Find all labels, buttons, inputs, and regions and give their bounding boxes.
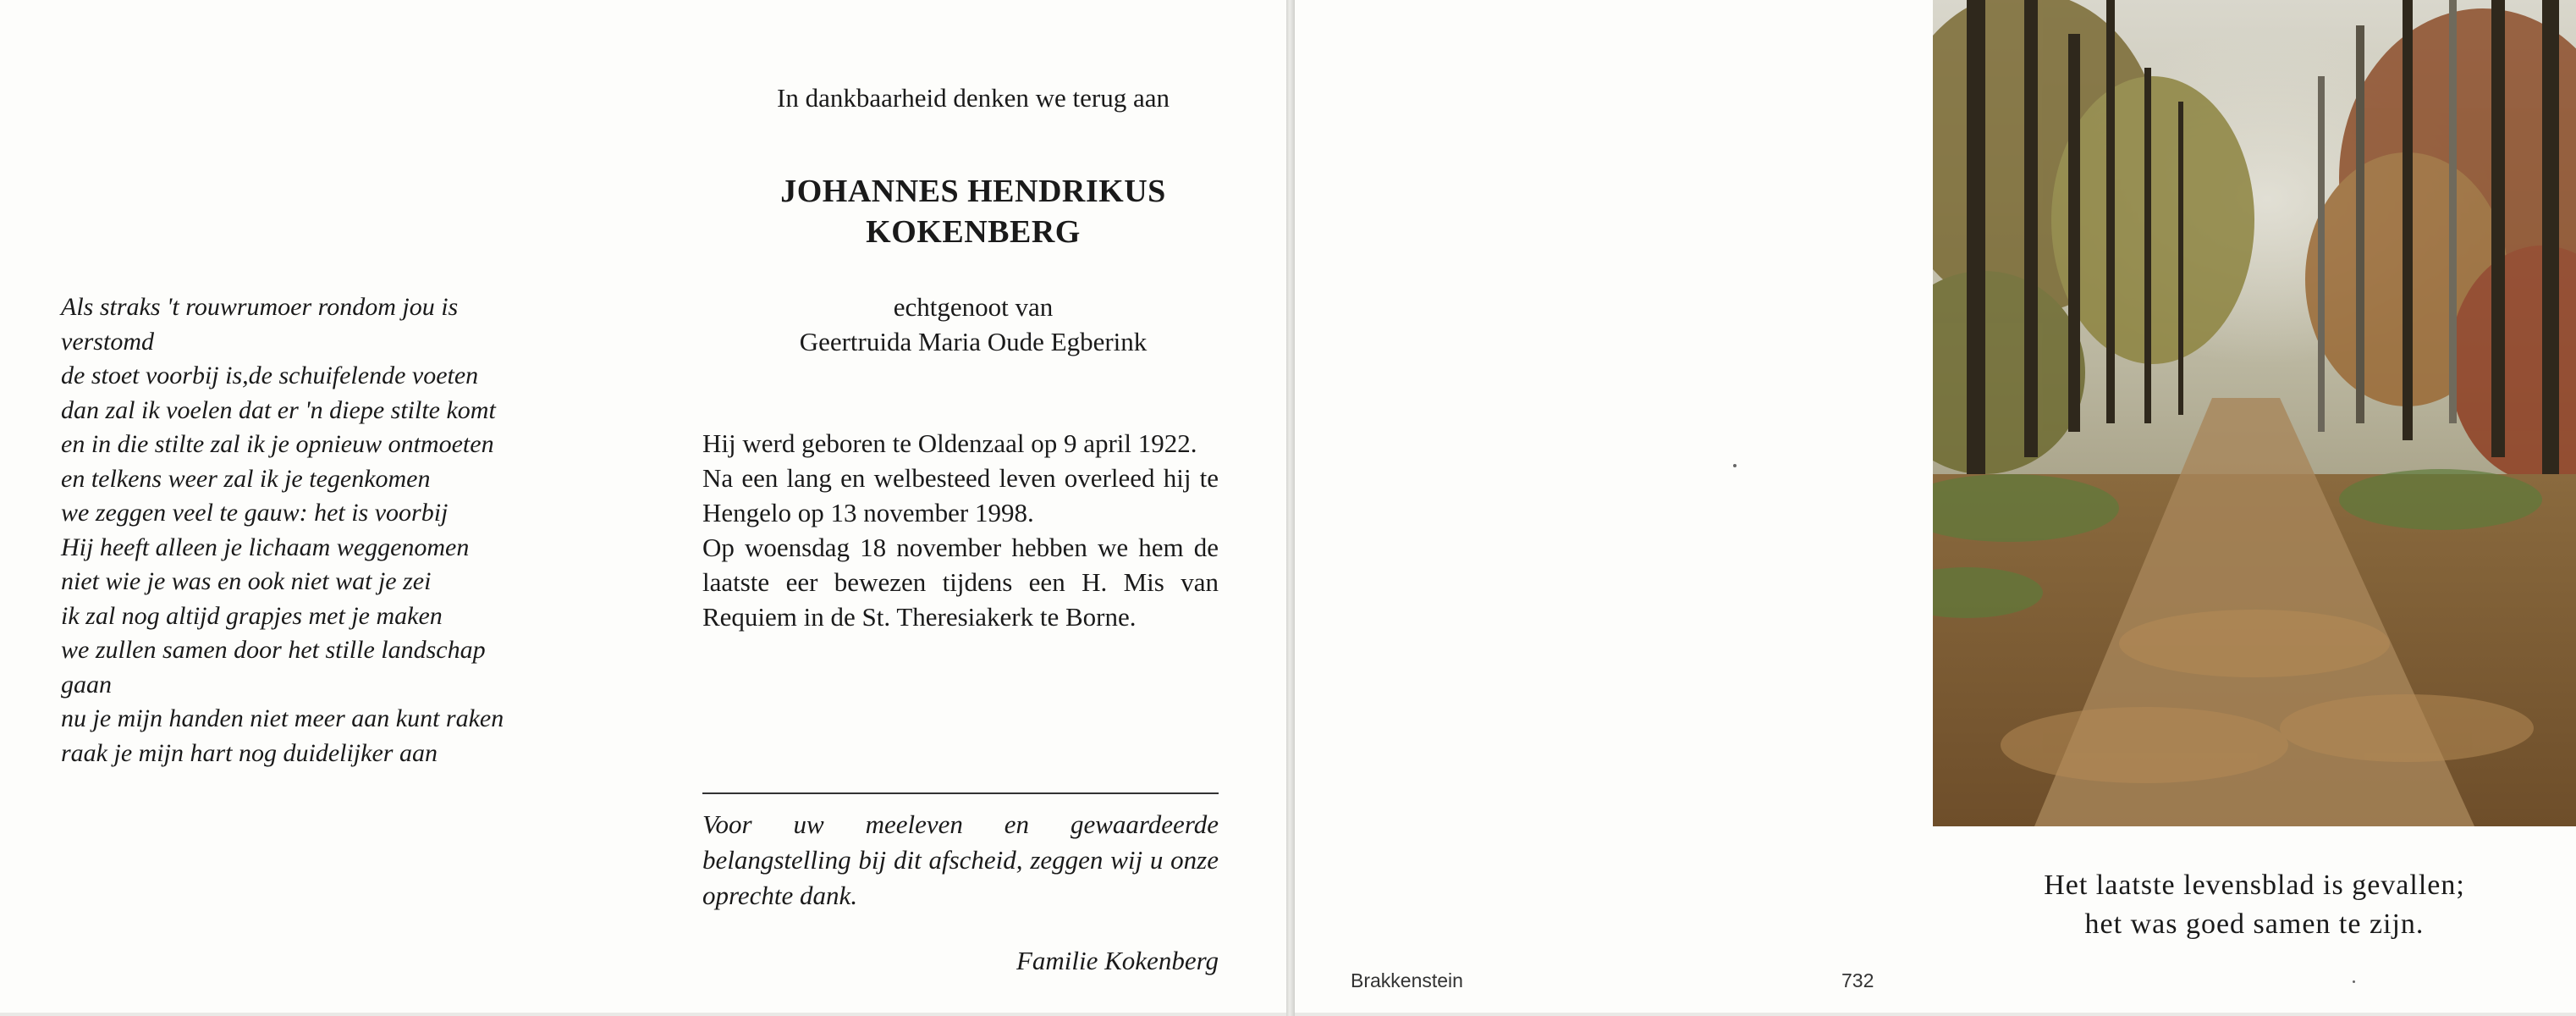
- poem-line: en in die stilte zal ik je opnieuw ontmoeten: [61, 430, 494, 458]
- poem-line: verstomd: [61, 327, 154, 356]
- printer-name: Brakkenstein: [1351, 969, 1463, 991]
- outer-spread: [1295, 0, 2576, 1013]
- funeral-text: Op woensdag 18 november hebben we hem de laatste eer bewezen tijdens een H. Mis van Requiem in de St. Theresiakerk te Borne.: [702, 533, 1219, 632]
- name-line-2: KOKENBERG: [866, 214, 1081, 250]
- forest-path-photo: [1933, 0, 2576, 826]
- poem-line: de stoet voorbij is,de schuifelende voeten: [61, 362, 479, 389]
- thanks-text: Voor uw meeleven en gewaardeerde belangstelling bij dit afscheid, zeggen wij u onze oprechte dank.: [702, 809, 1219, 910]
- spouse-label: echtgenoot van: [893, 292, 1054, 322]
- name-line-1: JOHANNES HENDRIKUS: [780, 174, 1166, 209]
- poem-line: nu je mijn handen niet meer aan kunt raken: [61, 704, 504, 732]
- poem-line: dan zal ik voelen dat er 'n diepe stilte komt: [61, 395, 496, 424]
- poem-line: niet wie je was en ook niet wat je zei: [61, 567, 432, 595]
- spouse-block: [677, 290, 1269, 359]
- caption-line-1: Het laatste levensblad is gevallen;: [2044, 870, 2465, 901]
- paper-speck: [1733, 464, 1737, 467]
- poem-line: raak je mijn hart nog duidelijker aan: [61, 738, 438, 767]
- photo-caption: [1933, 866, 2576, 944]
- divider: [702, 792, 1219, 794]
- biography: [702, 426, 1219, 634]
- deceased-name: [677, 171, 1269, 252]
- poem-line: ik zal nog altijd grapjes met je maken: [61, 601, 443, 630]
- poem-line: gaan: [61, 670, 112, 698]
- poem-line: Hij heeft alleen je lichaam weggenomen: [61, 533, 470, 561]
- poem: [61, 290, 603, 770]
- birth-text: Hij werd geboren te Oldenzaal op 9 april 1922.: [702, 428, 1197, 458]
- intro-text: In dankbaarheid denken we terug aan: [777, 83, 1170, 113]
- caption-line-2: het was goed samen te zijn.: [2084, 908, 2425, 940]
- poem-line: Als straks 't rouwrumoer rondom jou is: [61, 293, 459, 321]
- forest-illustration: [1933, 0, 2576, 826]
- card-fold: [1286, 0, 1295, 1016]
- inner-spread: [0, 0, 1286, 1013]
- poem-line: we zullen samen door het stille landschap: [61, 636, 486, 664]
- death-text: Na een lang en welbesteed leven overleed hij te Hengelo op 13 november 1998.: [702, 463, 1219, 527]
- poem-line: en telkens weer zal ik je tegenkomen: [61, 464, 431, 493]
- paper-speck: [2353, 980, 2355, 983]
- spouse-name: Geertruida Maria Oude Egberink: [799, 327, 1148, 356]
- family-signature: Familie Kokenberg: [1016, 946, 1219, 975]
- poem-line: we zeggen veel te gauw: het is voorbij: [61, 499, 449, 527]
- card-number: 732: [1841, 969, 1874, 991]
